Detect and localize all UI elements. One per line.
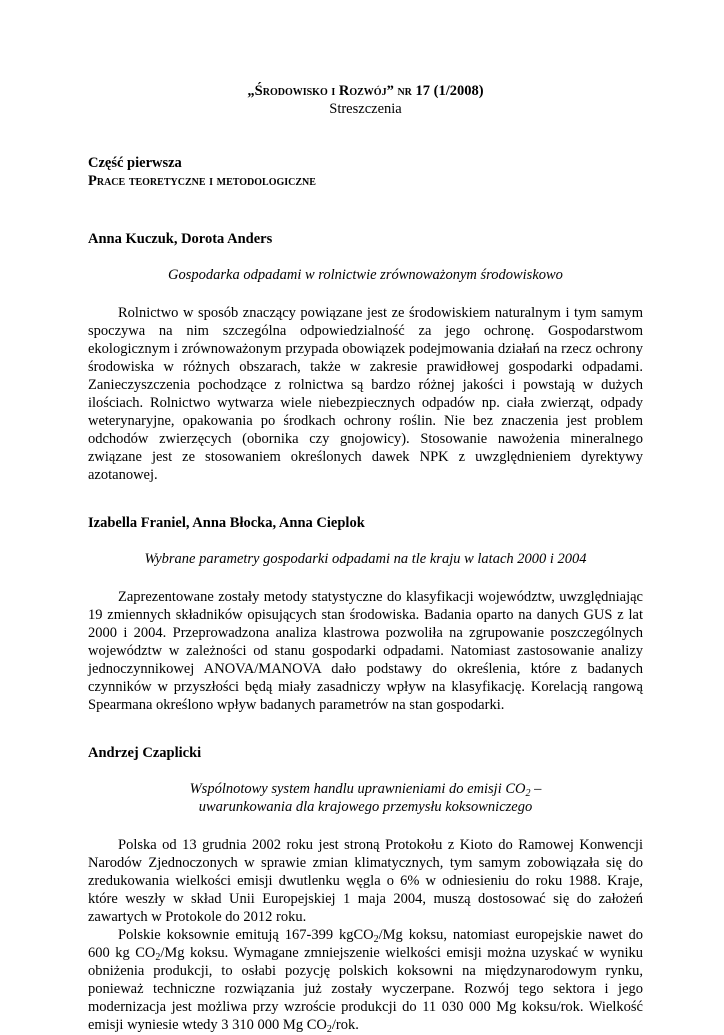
article-authors: Izabella Franiel, Anna Błocka, Anna Cieplok: [88, 515, 365, 531]
article-abstract: Zaprezentowane zostały metody statystyczne do klasyfikacji województw, uwzględniając 19 zmiennych składników opisujących stan środowiska. Badania oparto na danych GUS z lat 2000 i 2004. Przeprowadzona analiza klastrowa pozwoliła na zgrupowanie poszczególnych województw w zależności od stanu gospodarki odpadami. Natomiast zastosowanie analizy jednoczynnikowej ANOVA/MANOVA dało podstawy do określenia, które z badanych czynników w przyszłości będą miały zasadniczy wpływ na klasyfikację. Korelacją rangową Spearmana określono wpływ badanych parametrów na stan gospodarki.: [88, 589, 643, 713]
journal-header: [88, 82, 643, 100]
subscript: 2: [373, 934, 379, 945]
text-run: /Mg koksu, natomiast europejskie nawet do 600 kg CO: [88, 927, 643, 961]
article-title: Wybrane parametry gospodarki odpadami na tle kraju w latach 2000 i 2004: [144, 551, 587, 567]
text-run: Polskie koksownie emitują 167-399 kgCO: [118, 927, 374, 943]
subscript: 2: [525, 788, 531, 799]
article-title-line1: Wspólnotowy system handlu uprawnieniami do emisji CO: [189, 781, 526, 797]
article-title: Gospodarka odpadami w rolnictwie zrównoważonym środowiskowo: [168, 267, 563, 283]
article-title-line2: uwarunkowania dla krajowego przemysłu koksowniczego: [198, 799, 533, 815]
part-label: Część pierwsza: [88, 155, 182, 171]
text-run: /rok.: [331, 1017, 359, 1033]
article-abstract: Polska od 13 grudnia 2002 roku jest stroną Protokołu z Kioto do Ramowej Konwencji Narodów Zjednoczonych w sprawie zmian klimatycznych, tym samym zobowiązała się do zredukowania wielkości emisji dwutlenku węgla o 6% w odniesieniu do roku 1988. Kraje, które weszły w skład Unii Europejskiej 1 maja 2004, muszą dostosować się do założeń zawartych w Protokole do 2012 roku.: [88, 837, 643, 925]
document-content: [88, 82, 643, 1034]
part-title: Prace teoretyczne i metodologiczne: [88, 173, 316, 189]
journal-title: „Środowisko i Rozwój” nr: [247, 83, 412, 99]
page-subtitle: Streszczenia: [329, 101, 402, 117]
article-title: [88, 780, 643, 816]
journal-issue: 17 (1/2008): [411, 83, 484, 99]
subscript: 2: [155, 952, 161, 963]
article-abstract: Rolnictwo w sposób znaczący powiązane jest ze środowiskiem naturalnym i tym samym spoczywa na nim szczególna odpowiedzialność za jego ochronę. Gospodarstwom ekologicznym i zrównoważonym przypada obowiązek podejmowania działań na rzecz ochrony środowiska w różnych obszarach, także w zakresie prawidłowej gospodarki odpadami. Zanieczyszczenia pochodzące z rolnictwa są bardzo różnej jakości i powstają w dużych ilościach. Rolnictwo wytwarza wiele niebezpiecznych odpadów np. ciała zwierząt, odpady weterynaryjne, opakowania po środkach ochrony roślin. Nie bez znaczenia jest problem odchodów zwierzęcych (obornika czy gnojowicy). Stosowanie nawożenia mineralnego związane jest ze stosowaniem określonych dawek NPK z uwzględnieniem dyrektywy azotanowej.: [88, 305, 643, 483]
subscript: 2: [326, 1024, 332, 1035]
article-title-dash: –: [530, 781, 542, 797]
part-heading: [88, 154, 643, 190]
article-authors: Anna Kuczuk, Dorota Anders: [88, 231, 273, 247]
article-authors: Andrzej Czaplicki: [88, 745, 202, 761]
article-abstract-continued: [88, 926, 643, 1034]
text-run: /Mg koksu. Wymagane zmniejszenie wielkości emisji można uzyskać w wyniku obniżenia produkcji, to osłabi pozycję polskich koksowni na międzynarodowym rynku, ponieważ techniczne rozwiązania już zostały wyczerpane. Rozwój tego sektora i jego modernizacja jest możliwa przy wzroście produkcji do 11 030 000 Mg koksu/rok. Wielkość emisji wyniesie wtedy 3 310 000 Mg CO: [88, 945, 643, 1033]
